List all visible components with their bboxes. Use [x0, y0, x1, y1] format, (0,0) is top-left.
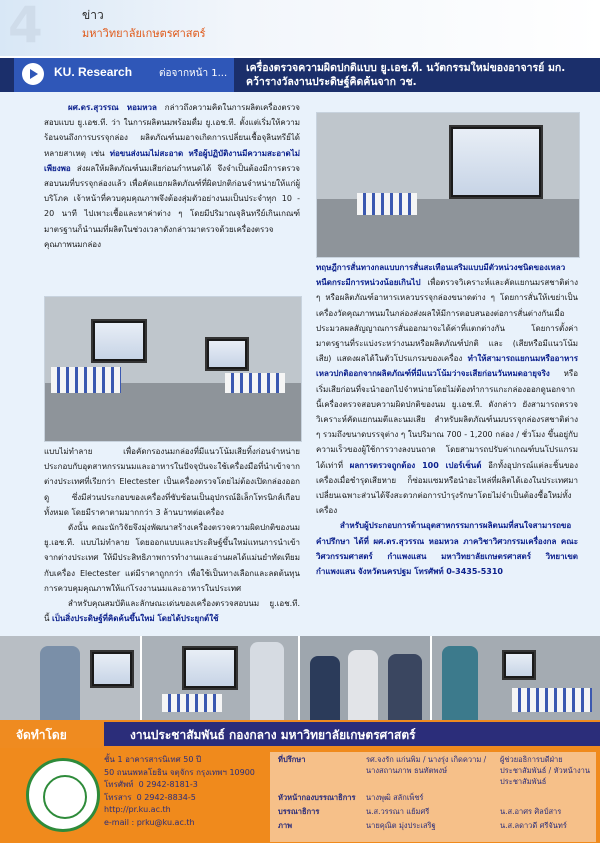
right-column: [316, 260, 578, 636]
monitor-image-3: [449, 125, 543, 199]
headline-line2: คว้ารางวัลงานประดิษฐ์คิดค้นจาก วช.: [246, 76, 417, 88]
header-subtitle: มหาวิทยาลัยเกษตรศาสตร์: [82, 27, 206, 40]
machine-photo-left: [44, 296, 302, 442]
left-column-top: [44, 100, 300, 292]
published-by-label: จัดทำโดย: [16, 728, 67, 742]
right-p1-wrap: [316, 260, 578, 518]
university-seal-icon: [26, 758, 100, 832]
left-p4-highlight: เป็นสิ่งประดิษฐ์ที่คิดค้นขึ้นใหม่ โดยได้ประยุกต์ใช้: [52, 614, 219, 624]
contact-address: [104, 754, 264, 830]
monitor-image: [91, 319, 147, 363]
advisors: รศ.จงรัก แก่นพิม / นางรุ่ง เกิดความ / นางสถานภาพ ธนทัตพงษ์: [366, 755, 487, 775]
left-p4-wrap: [44, 596, 300, 626]
left-p1-rest: ส่งผลให้ผลิตภัณฑ์นมเสียก่อนกำหนดได้ จึงจำเป็นต้องมีการตรวจสอบนมที่บรรจุกล่องแล้ว เพื่อคัดแยกผลิตภัณฑ์ที่ผิดปกติก่อนจำหน่ายให้แก่ผู้บริโภค เจ้าหน้าที่ควบคุมคุณภาพจึงต้องสุ่มตัวอย่างนมเป็นประจำทุก 10 - 20 นาที ไปเพาะเชื้อและหาค่าต่าง ๆ โดยมีปริมาณจุลินทรีย์เกินเกณฑ์มาตรฐานก็นำนมที่ผลิตในช่วงเวลาดังกล่าวมาตรวจด้วยเครื่องตรวจคุณภาพนมกล่อง: [44, 163, 300, 249]
right-p1-highlight-3: ผลการตรวจถูกต้อง 100 เปอร์เซ็นต์: [349, 460, 482, 470]
milk-cartons-image: [51, 367, 121, 393]
continued-note: ต่อจากหน้า 1...: [159, 68, 228, 79]
machine-photo-right: [316, 112, 580, 258]
strip-photo-2: [142, 636, 300, 720]
photo-label: ภาพ: [278, 821, 293, 830]
right-p2-highlight: สำหรับผู้ประกอบการด้านอุตสาหกรรมการผลิตนมที่สนใจสามารถขอคำปรึกษา ได้ที่ ผศ.ดร.สุวรรณ หอมหวล ภาควิชาวิศวกรรมเครื่องกล คณะวิศวกรรมศาสตร์ กำแพงแสน มหาวิทยาลัยเกษตรศาสตร์ วิทยาเขตกำแพงแสน จังหวัดนครปฐม โทรศัพท์: [316, 521, 578, 577]
strip-photo-3: [300, 636, 432, 720]
footer: [0, 720, 600, 843]
email-link[interactable]: e-mail : prku@ku.ac.th: [104, 817, 195, 827]
photo-strip: [0, 636, 600, 720]
article-body: [0, 92, 600, 636]
page-number: 4: [8, 0, 43, 54]
advisor-label: ที่ปรึกษา: [278, 755, 306, 764]
right-p1-highlight-2: ทำให้สามารถแยกนมหรืออาหารเหลวปกติออกจากผลิตภัณฑ์ที่มีแนวโน้มว่าจะเสียก่อนวันหมดอายุจริง: [316, 354, 578, 379]
strip-photo-4: [432, 636, 600, 720]
phone-line: โทรศัพท์ 0 2942-8181-3: [104, 780, 198, 790]
page-header: [0, 0, 600, 56]
credits-box: [270, 752, 596, 842]
address-line1: ชั้น 1 อาคารสารนิเทศ 50 ปี: [104, 755, 202, 764]
chief-label: หัวหน้ากองบรรณาธิการ: [278, 793, 356, 802]
strip-photo-1: [0, 636, 142, 720]
right-p1-end: อีกทั้งอุปกรณ์แต่ละชิ้นของเครื่องเมื่อชำรุดเสียหาย ก็ซ่อมแซมหรือนำอะไหล่ที่ผลิตได้เองในประเทศมาเปลี่ยนเฉพาะส่วนได้จึงสะดวกต่อการบำรุงรักษาโดยไม่จำเป็นต้องซื้อใหม่ทั้งเครื่อง: [316, 460, 578, 516]
left-p3: ดังนั้น คณะนักวิจัยจึงมุ่งพัฒนาสร้างเครื่องตรวจความผิดปกติของนม ยู.เอช.ที. แบบไม่ทำลาย โดยออกแบบและประดิษฐ์ขึ้นใหม่แทนการนำเข้าจากต่างประเทศ ให้มีประสิทธิภาพการทำงานและอ่านผลได้แม่นยำทัดเทียมกับเครื่อง Electester แต่มีราคาถูกกว่า เพื่อใช้เป็นทางเลือกและลดต้นทุนการควบคุมคุณภาพให้แก่โรงงานนมและอาหารในประเทศ: [44, 523, 300, 593]
headline: [246, 61, 594, 89]
chief-name: นางพุฒิ สลักเพ็ชร์: [366, 793, 424, 802]
milk-cartons-image-3: [357, 193, 417, 215]
left-column-bottom: [44, 444, 300, 636]
fax-line: โทรสาร 0 2942-8834-5: [104, 792, 196, 802]
right-p1: เพื่อตรวจวิเคราะห์และคัดแยกนมรสชาติต่าง ๆ หรือผลิตภัณฑ์อาหารเหลวบรรจุกล่องขนาดต่าง ๆ โดยการสั่นให้เขย่าเป็นเครื่องวัดคุณภาพนมในกล่องส่งผลให้มีการตอบสนองต่อการสั่นต่างกันเมื่อประมวลผลสัญญาณการสั่นออกมาจะได้ค่าที่แตกต่างกัน โดยการตั้งค่ามาตรฐานที่ระแบ่งระหว่างนมหรือผลิตภัณฑ์ปกติ และ (เสียหรือมีแนวโน้มเสีย) แสดงผลได้ในตัวโปรแกรมของเครื่อง: [316, 278, 578, 364]
photographer-2: น.ส.ลดาวดี ศรีจันทร์: [500, 821, 567, 830]
right-p1-highlight: ทฤษฎีการสั่นทางกลแบบการสั่นสะเทือนเสริมแบบมีตัวหน่วงชนิดของเหลวหนืดกระมีการหน่วงน้อยเกินไป: [316, 263, 566, 288]
photographer: นายคุณิต มุ่งประเสริฐ: [366, 821, 436, 830]
editor-name: น.ส.วรรณา แย้มศรี: [366, 807, 430, 816]
milk-cartons-image-2: [225, 373, 285, 393]
website-link[interactable]: http://pr.ku.ac.th: [104, 805, 171, 815]
play-icon: [22, 63, 44, 85]
left-p1-highlight: ท่อขนส่งนมไม่สะอาด หรือผู้ปฏิบัติงานมีความสะอาดไม่เพียงพอ: [44, 148, 300, 173]
contact-phone: 0-3435-5310: [446, 567, 503, 577]
address-line2: 50 ถนนพหลโยธิน จตุจักร กรุงเทพฯ 10900: [104, 767, 255, 777]
section-tab: [14, 58, 234, 92]
monitor-image-2: [205, 337, 249, 371]
right-p1-rest: หรือเริ่มเสียก่อนที่จะนำออกไปจำหน่ายโดยไม่ต้องทำการแกะกล่องออกดูนอกจากนี้เครื่องตรวจสอบความผิดปกติของนม ยู.เอช.ที. ดังกล่าว ยังสามารถตรวจวิเคราะห์คัดแยกนมตีและนมเสีย สำหรับผลิตภัณฑ์นมบรรจุกล่องรสชาติต่าง ๆ รวมถึงขนาดบรรจุต่าง ๆ ในปริมาณ 700 - 1,200 กล่อง / ชั่วโมง ขึ้นอยู่กับความเร็วของผู้ใช้การวางลงบนถาด โดยสามารถปรับค่าเกณฑ์บนโปรแกรมได้เท่าที่: [316, 369, 578, 470]
left-p2: แบบไม่ทำลาย เพื่อคัดกรองนมกล่องที่มีแนวโน้มเสียทิ้งก่อนจำหน่าย ประกอบกับอุตสาหกรรมนมและอาหารในปัจจุบันจะใช้เครื่องมือที่นำเข้าจากต่างประเทศที่เรียกว่า Electester เป็นเครื่องตรวจโดยไม่ต้องเปิดกล่องออกดู ซึ่งมีส่วนประกอบของเครื่องที่ซับซ้อนเป็นอุปกรณ์อิเล็กโทรนิกส์เกือบทั้งหมด โดยมีราคาตามมากกว่า 3 ล้านบาทต่อเครื่อง: [44, 447, 300, 517]
author-name: ผศ.ดร.สุวรรณ หอมหวล: [68, 103, 157, 112]
advisor-titles: ผู้ช่วยอธิการบดีฝ่ายประชาสัมพันธ์ / หัวหน้างานประชาสัมพันธ์: [500, 755, 591, 786]
right-p2-wrap: [316, 518, 578, 579]
editor-name-2: น.ส.อาศร ศิลป์สาร: [500, 807, 562, 816]
headline-line1: เครื่องตรวจความผิดปกติแบบ ยู.เอช.ที. นวัตกรรมใหม่ของอาจารย์ มก.: [246, 62, 566, 74]
section-band: [0, 58, 600, 92]
section-name: KU. Research: [54, 65, 133, 79]
publisher-org: งานประชาสัมพันธ์ กองกลาง มหาวิทยาลัยเกษตรศาสตร์: [130, 728, 416, 742]
left-p1: กล่าวถึงความคิดในการผลิตเครื่องตรวจสอบแบบ ยู.เอช.ที. ว่า ในการผลิตนมพร้อมดื่ม ยู.เอช.ที. ตั้งแต่เริ่มให้ความร้อนจนถึงการบรรจุกล่อง ผลิตภัณฑ์นมอาจเกิดการเปลี่ยนเชื้อจุลินทรีย์ได้หลายสาเหตุ เช่น: [44, 103, 300, 158]
header-title: ข่าว: [82, 8, 104, 22]
editor-label: บรรณาธิการ: [278, 807, 320, 816]
left-p4: สำหรับคุณสมบัติและลักษณะเด่นของเครื่องตรวจสอบนม ยู.เอช.ที. นี้: [44, 599, 300, 624]
